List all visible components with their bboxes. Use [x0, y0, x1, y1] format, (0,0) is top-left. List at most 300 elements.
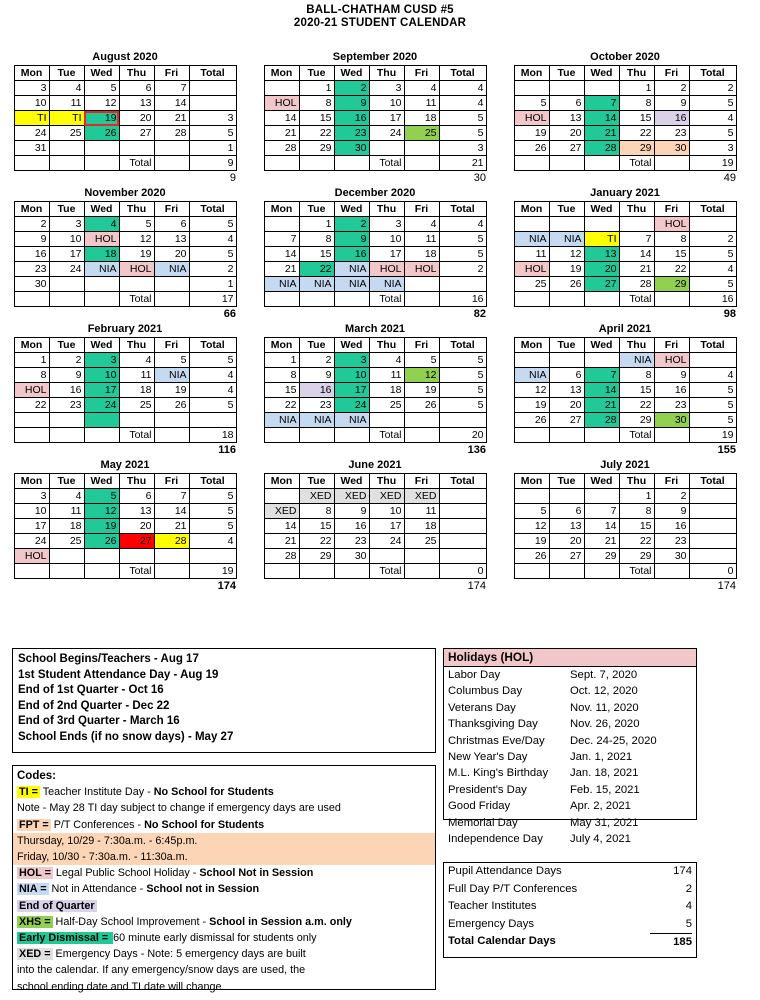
week-row [14, 156, 236, 171]
month-total-label: Total [369, 564, 404, 579]
day-cell [549, 217, 584, 232]
day-header-tue: Tue [299, 202, 334, 217]
week-row [14, 81, 236, 96]
holidays-panel [443, 648, 697, 846]
day-cell [299, 292, 334, 307]
totals-value: 185 [650, 933, 692, 952]
month-table [264, 337, 487, 443]
code-chip: HOL = [19, 867, 51, 880]
day-cell: 12 [84, 504, 119, 519]
week-total-cell [689, 504, 736, 519]
cumulative-days: 136 [467, 444, 486, 456]
day-cell: 7 [584, 96, 619, 111]
day-header-wed: Wed [84, 474, 119, 489]
day-header-total: Total [689, 66, 736, 81]
day-cell: 1 [264, 353, 299, 368]
day-cell [264, 428, 299, 443]
day-cell: 8 [264, 368, 299, 383]
day-header-tue: Tue [549, 338, 584, 353]
code-text: Half-Day School Improvement - [52, 915, 210, 928]
day-cell [404, 141, 439, 156]
day-cell [84, 413, 119, 428]
day-cell: 28 [584, 413, 619, 428]
week-row [264, 368, 486, 383]
totals-label: Full Day P/T Conferences [448, 882, 578, 895]
day-cell: 7 [584, 504, 619, 519]
day-cell [49, 428, 84, 443]
month-table [264, 65, 487, 171]
day-cell: 22 [264, 398, 299, 413]
cumulative-days: 9 [229, 172, 236, 184]
week-total-cell: 16 [689, 292, 736, 307]
day-cell: 11 [404, 96, 439, 111]
week-total-cell: 2 [439, 262, 486, 277]
day-header-total: Total [689, 202, 736, 217]
day-cell: 29 [299, 141, 334, 156]
day-cell: 14 [154, 96, 189, 111]
day-cell: 4 [369, 353, 404, 368]
month-title: November 2020 [84, 187, 166, 199]
day-cell: 18 [119, 383, 154, 398]
holiday-row [444, 798, 696, 814]
day-cell: HOL [119, 262, 154, 277]
month-total-label: Total [619, 292, 654, 307]
day-cell: 25 [369, 398, 404, 413]
day-cell: 7 [584, 368, 619, 383]
week-row [264, 81, 486, 96]
week-row [264, 217, 486, 232]
day-cell: 23 [14, 262, 49, 277]
month-title: March 2021 [345, 323, 405, 335]
day-cell: 21 [154, 519, 189, 534]
day-cell: NIA [619, 353, 654, 368]
day-cell: 11 [404, 232, 439, 247]
day-header-row [514, 338, 736, 353]
day-header-fri: Fri [154, 66, 189, 81]
code-text-bold: School Not in Session [199, 867, 314, 880]
day-header-row [14, 202, 236, 217]
holiday-date: July 4, 2021 [570, 833, 631, 846]
cumulative-days: 174 [467, 580, 486, 592]
week-total-cell: 3 [439, 141, 486, 156]
week-total-cell: 5 [439, 232, 486, 247]
week-row [14, 262, 236, 277]
key-date-line: 1st Student Attendance Day - Aug 19 [18, 668, 219, 681]
day-cell: 13 [154, 232, 189, 247]
day-cell [154, 428, 189, 443]
day-header-tue: Tue [299, 338, 334, 353]
day-cell: 17 [369, 111, 404, 126]
code-legend-line [13, 930, 435, 946]
code-text-bold: School not in Session [146, 883, 260, 896]
day-header-wed: Wed [84, 66, 119, 81]
day-cell [404, 549, 439, 564]
day-cell: XED [404, 489, 439, 504]
code-text: into the calendar. If any emergency/snow days are used, the [17, 964, 306, 977]
day-cell: 9 [334, 96, 369, 111]
day-cell: HOL [514, 111, 549, 126]
day-cell: 4 [404, 81, 439, 96]
week-total-cell: 19 [689, 156, 736, 171]
week-row [264, 383, 486, 398]
day-cell [654, 292, 689, 307]
day-cell: 20 [119, 111, 154, 126]
day-cell [84, 141, 119, 156]
week-total-cell: 17 [189, 292, 236, 307]
week-total-cell: 4 [189, 534, 236, 549]
code-text: Not in Attendance - [48, 883, 147, 896]
day-cell: XED [334, 489, 369, 504]
holiday-name: Good Friday [448, 800, 511, 813]
day-cell: 16 [654, 519, 689, 534]
day-cell: 5 [154, 353, 189, 368]
day-cell: 23 [299, 398, 334, 413]
month-total-label: Total [119, 156, 154, 171]
day-header-thu: Thu [119, 202, 154, 217]
week-total-cell: 4 [189, 368, 236, 383]
calendar-subtitle: 2020-21 STUDENT CALENDAR [293, 17, 467, 29]
day-cell: 23 [654, 398, 689, 413]
cumulative-days: 155 [717, 444, 736, 456]
week-total-cell: 4 [439, 81, 486, 96]
day-cell: 30 [654, 413, 689, 428]
day-cell: 6 [549, 368, 584, 383]
day-cell [404, 277, 439, 292]
day-cell: 3 [334, 353, 369, 368]
day-cell: 1 [619, 489, 654, 504]
month-total-label: Total [119, 428, 154, 443]
week-total-cell: 1 [189, 277, 236, 292]
day-cell [264, 156, 299, 171]
day-cell: HOL [404, 262, 439, 277]
day-cell: 16 [654, 111, 689, 126]
day-cell: 29 [619, 549, 654, 564]
day-header-row [264, 66, 486, 81]
day-cell [154, 156, 189, 171]
week-row [514, 262, 736, 277]
day-header-total: Total [689, 338, 736, 353]
day-cell [49, 413, 84, 428]
day-cell: 28 [264, 141, 299, 156]
day-cell [49, 564, 84, 579]
week-row [14, 489, 236, 504]
day-header-thu: Thu [119, 474, 154, 489]
day-cell [514, 217, 549, 232]
month-block [500, 458, 750, 594]
totals-label: Total Calendar Days [448, 935, 556, 947]
week-row [264, 96, 486, 111]
day-cell: 22 [619, 126, 654, 141]
day-cell: 5 [514, 96, 549, 111]
day-cell: 13 [549, 111, 584, 126]
day-cell: 12 [119, 232, 154, 247]
day-header-fri: Fri [654, 474, 689, 489]
day-cell [654, 428, 689, 443]
day-cell: 22 [654, 262, 689, 277]
month-title: October 2020 [590, 51, 660, 63]
week-row [14, 549, 236, 564]
week-row [14, 292, 236, 307]
month-block [500, 186, 750, 322]
day-header-tue: Tue [49, 474, 84, 489]
week-row [14, 111, 236, 126]
day-cell: 8 [654, 232, 689, 247]
day-cell: 3 [14, 489, 49, 504]
day-header-row [514, 66, 736, 81]
week-total-cell: 5 [189, 504, 236, 519]
week-row [264, 292, 486, 307]
day-cell: 2 [654, 489, 689, 504]
code-chip: NIA = [19, 883, 47, 896]
day-header-mon: Mon [14, 202, 49, 217]
week-total-cell: 2 [689, 81, 736, 96]
week-row [14, 141, 236, 156]
day-cell: 28 [584, 141, 619, 156]
day-cell: 9 [654, 368, 689, 383]
day-header-row [264, 474, 486, 489]
week-total-cell: 5 [189, 519, 236, 534]
day-cell [514, 292, 549, 307]
week-total-cell: 5 [439, 353, 486, 368]
day-cell: NIA [154, 262, 189, 277]
day-header-row [264, 338, 486, 353]
day-cell: 29 [654, 277, 689, 292]
day-cell: 21 [584, 534, 619, 549]
day-cell: 4 [49, 489, 84, 504]
day-cell: 13 [549, 519, 584, 534]
day-header-wed: Wed [584, 66, 619, 81]
day-cell: NIA [514, 232, 549, 247]
day-cell: 26 [514, 549, 549, 564]
day-cell: NIA [154, 368, 189, 383]
day-cell: 14 [264, 247, 299, 262]
day-cell: 9 [654, 504, 689, 519]
day-header-mon: Mon [514, 474, 549, 489]
day-cell: 12 [514, 383, 549, 398]
day-cell: TI [49, 111, 84, 126]
day-cell [334, 428, 369, 443]
month-title: September 2020 [332, 51, 418, 63]
day-cell [14, 564, 49, 579]
week-row [264, 247, 486, 262]
day-cell [369, 413, 404, 428]
day-cell: 16 [334, 111, 369, 126]
day-cell: HOL [369, 262, 404, 277]
day-cell: 12 [84, 96, 119, 111]
month-total-label: Total [369, 428, 404, 443]
day-cell [654, 156, 689, 171]
month-total-label: Total [619, 428, 654, 443]
holiday-row [444, 667, 696, 683]
day-cell: 19 [119, 247, 154, 262]
day-header-thu: Thu [619, 66, 654, 81]
day-cell: 16 [334, 247, 369, 262]
day-header-row [514, 474, 736, 489]
week-row [514, 428, 736, 443]
day-cell: HOL [14, 549, 49, 564]
day-cell: 31 [14, 141, 49, 156]
day-header-thu: Thu [369, 202, 404, 217]
week-total-cell: 5 [189, 126, 236, 141]
key-date-line: End of 3rd Quarter - March 16 [18, 715, 180, 728]
day-cell [404, 156, 439, 171]
day-cell: NIA [369, 277, 404, 292]
week-row [264, 126, 486, 141]
day-cell: NIA [334, 277, 369, 292]
totals-value: 4 [685, 900, 692, 912]
day-header-total: Total [439, 474, 486, 489]
holiday-row [444, 765, 696, 781]
day-cell: 18 [369, 383, 404, 398]
day-header-row [14, 474, 236, 489]
totals-label: Emergency Days [448, 917, 535, 930]
code-text-bold: School in Session a.m. only [209, 915, 352, 928]
week-total-cell [689, 534, 736, 549]
day-header-tue: Tue [549, 202, 584, 217]
code-text: Thursday, 10/29 - 7:30a.m. - 6:45p.m. [17, 834, 198, 847]
week-total-cell [439, 504, 486, 519]
week-total-cell: 18 [189, 428, 236, 443]
week-total-cell [689, 549, 736, 564]
week-row [514, 126, 736, 141]
district-name: BALL-CHATHAM CUSD #5 [306, 4, 454, 16]
week-total-cell: 5 [689, 413, 736, 428]
day-header-thu: Thu [369, 66, 404, 81]
day-cell: 19 [549, 262, 584, 277]
code-legend-line [13, 800, 435, 816]
code-text: Legal Public School Holiday - [52, 867, 200, 880]
week-total-cell: 4 [189, 232, 236, 247]
day-cell: 9 [14, 232, 49, 247]
day-cell [654, 564, 689, 579]
day-header-wed: Wed [84, 338, 119, 353]
day-cell: 15 [654, 247, 689, 262]
day-cell: 27 [549, 549, 584, 564]
month-table [514, 337, 737, 443]
week-row [14, 504, 236, 519]
day-cell: HOL [14, 383, 49, 398]
day-cell [154, 564, 189, 579]
week-row [264, 141, 486, 156]
week-total-cell: 0 [689, 564, 736, 579]
day-cell: 15 [299, 519, 334, 534]
day-cell: 6 [549, 504, 584, 519]
day-cell: 11 [49, 96, 84, 111]
day-header-thu: Thu [369, 474, 404, 489]
cumulative-days: 82 [473, 308, 486, 320]
day-cell: 30 [334, 141, 369, 156]
day-header-fri: Fri [404, 202, 439, 217]
week-total-cell: 5 [689, 383, 736, 398]
day-cell: 25 [49, 126, 84, 141]
day-cell: 21 [584, 398, 619, 413]
day-cell [84, 156, 119, 171]
holiday-name: Labor Day [448, 669, 501, 681]
week-row [514, 519, 736, 534]
code-legend-line [13, 962, 435, 978]
holiday-date: Sept. 7, 2020 [570, 669, 638, 681]
day-cell [404, 292, 439, 307]
totals-row [444, 863, 696, 881]
week-row [14, 232, 236, 247]
day-cell: 27 [584, 277, 619, 292]
day-header-fri: Fri [404, 474, 439, 489]
day-cell: 11 [404, 504, 439, 519]
day-header-fri: Fri [404, 338, 439, 353]
code-chip: TI = [19, 786, 38, 799]
day-header-mon: Mon [14, 338, 49, 353]
day-cell: 4 [404, 217, 439, 232]
day-header-fri: Fri [404, 66, 439, 81]
day-cell: 8 [299, 504, 334, 519]
day-cell: 22 [299, 534, 334, 549]
day-cell: 3 [49, 217, 84, 232]
month-table [14, 337, 237, 443]
day-header-tue: Tue [49, 338, 84, 353]
day-cell: XED [264, 504, 299, 519]
week-total-cell: 5 [689, 398, 736, 413]
day-cell: 15 [619, 111, 654, 126]
holidays-title: Holidays (HOL) [444, 649, 696, 667]
day-cell [264, 489, 299, 504]
day-cell [14, 428, 49, 443]
day-cell [264, 81, 299, 96]
week-row [14, 277, 236, 292]
day-cell: 28 [154, 126, 189, 141]
day-header-row [14, 66, 236, 81]
day-cell [84, 549, 119, 564]
day-cell: 14 [264, 111, 299, 126]
day-header-tue: Tue [299, 474, 334, 489]
totals-row [444, 933, 696, 952]
day-cell [154, 549, 189, 564]
day-cell [404, 428, 439, 443]
day-cell: 1 [14, 353, 49, 368]
week-total-cell: 19 [689, 428, 736, 443]
day-cell [514, 489, 549, 504]
day-cell: 20 [549, 534, 584, 549]
month-block [0, 186, 250, 322]
code-legend-line [13, 979, 435, 995]
day-cell: HOL [654, 353, 689, 368]
week-total-cell: 2 [189, 262, 236, 277]
week-row [514, 247, 736, 262]
day-cell: NIA [299, 277, 334, 292]
week-total-cell: 4 [689, 262, 736, 277]
day-header-thu: Thu [369, 338, 404, 353]
week-total-cell: 1 [189, 141, 236, 156]
month-total-label: Total [369, 156, 404, 171]
day-cell: NIA [264, 277, 299, 292]
week-row [14, 353, 236, 368]
week-total-cell: 3 [189, 111, 236, 126]
day-cell: 30 [654, 141, 689, 156]
week-total-cell: 2 [689, 232, 736, 247]
day-cell: 25 [49, 534, 84, 549]
day-header-mon: Mon [14, 66, 49, 81]
day-cell: 28 [619, 277, 654, 292]
month-block [0, 50, 250, 186]
week-total-cell [189, 96, 236, 111]
day-cell: 21 [584, 126, 619, 141]
day-cell [584, 217, 619, 232]
day-header-row [14, 338, 236, 353]
week-total-cell [689, 519, 736, 534]
day-cell [84, 428, 119, 443]
holiday-row [444, 831, 696, 847]
day-cell: 16 [299, 383, 334, 398]
week-total-cell: 5 [439, 247, 486, 262]
